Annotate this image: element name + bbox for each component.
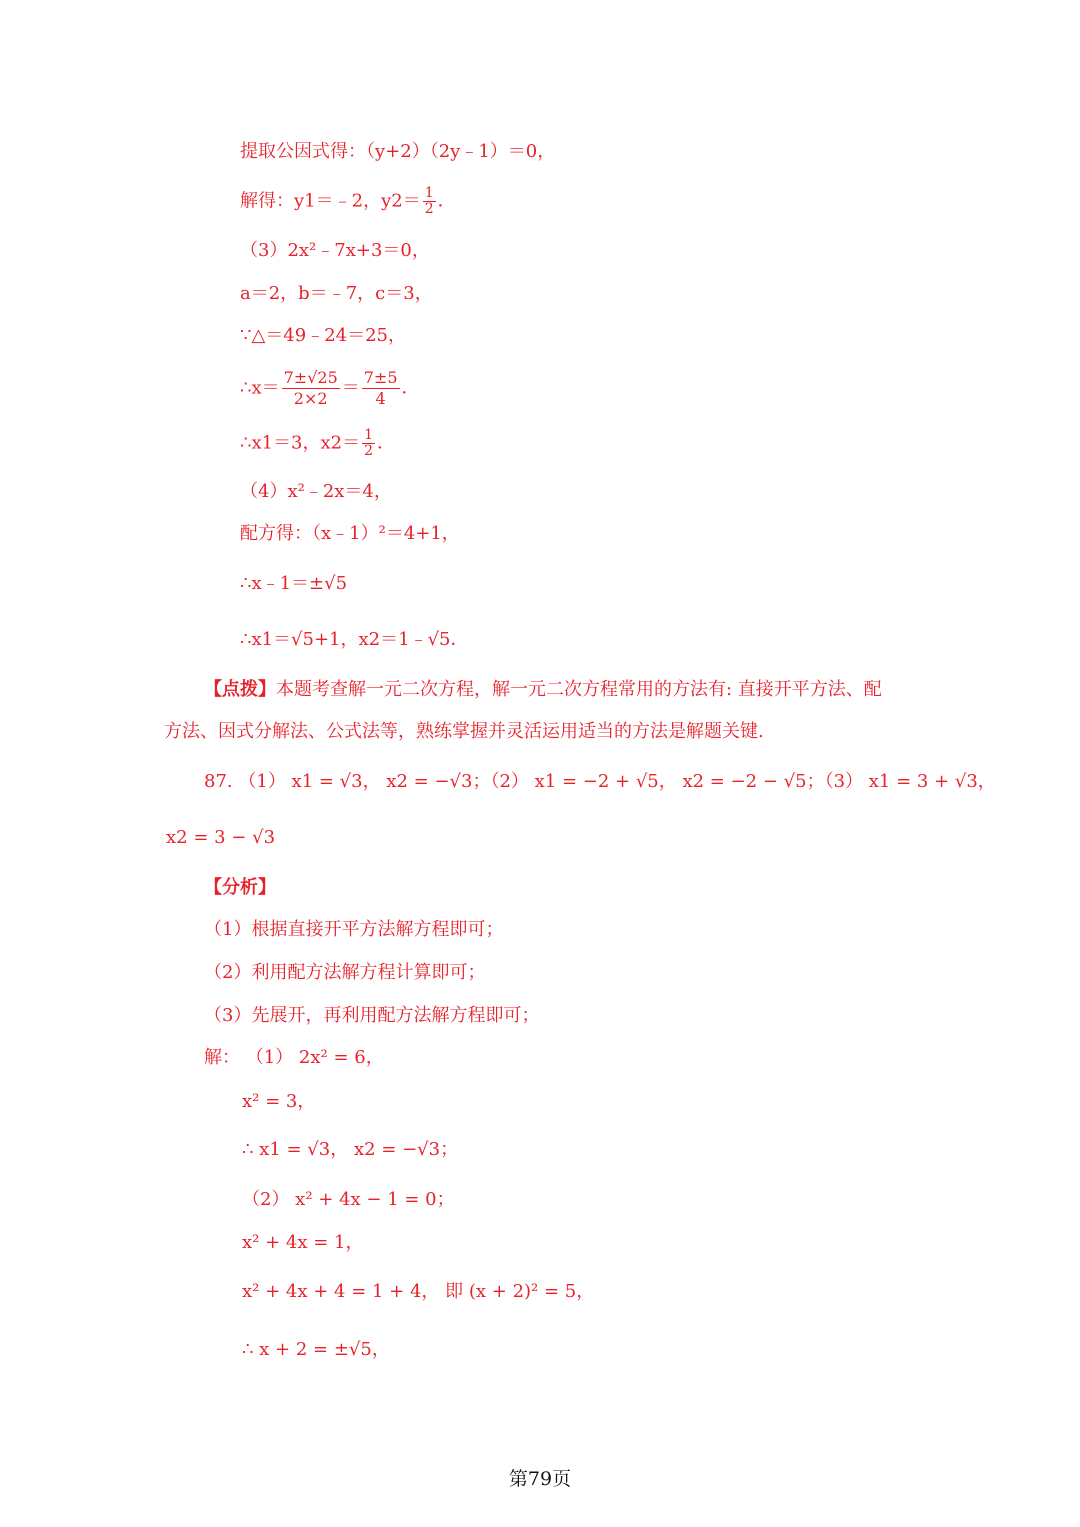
line-coefficients: a＝2，b＝﹣7，c＝3， <box>240 283 433 304</box>
line-discriminant: ∵△＝49﹣24＝25， <box>240 325 407 346</box>
analysis-item-1: （1）根据直接开平方法解方程即可； <box>204 919 504 940</box>
tip-label: 【点拨】 <box>204 679 276 700</box>
tip-line-2: 方法、因式分解法、公式法等，熟练掌握并灵活运用适当的方法是解题关键. <box>164 721 764 742</box>
tip-line-1 <box>204 678 882 702</box>
line-roots-4: ∴x1＝√5+1，x2＝1﹣√5． <box>240 629 469 650</box>
fraction-half: $\frac{1}{2}$ <box>424 185 434 217</box>
q87-line-2: x2 = 3 − √3 <box>166 827 276 848</box>
solution-label: 解： <box>204 1047 240 1068</box>
analysis-label: 【分析】 <box>204 877 276 898</box>
formula-prefix: ∴x＝ <box>240 377 280 399</box>
line-quadratic-formula: ∴x＝ $\frac{7\pm√25}{2\times 2}$ ＝ $\frac{7\pm 5}{4}$ ． <box>240 368 420 408</box>
solution-step-2: x² = 3， <box>242 1091 316 1112</box>
line-solve-y1: y1＝﹣2， <box>294 190 382 212</box>
line-sqrt-step: ∴x﹣1＝±√5 <box>240 573 348 594</box>
line-complete-square: 配方得：（x﹣1）²＝4+1， <box>240 523 460 544</box>
fraction-formula-1: $\frac{7\pm√25}{2\times 2}$ <box>283 368 338 408</box>
solution-step-1: （1） 2x² = 6， <box>245 1047 384 1068</box>
q87-answer-1: （1） x1 = √3， x2 = −√3；（2） x1 = −2 + √5， x2 = −2 − √5；（3） x1 = 3 + √3， <box>238 771 996 792</box>
solution-step-6: x² + 4x + 4 = 1 + 4， 即 (x + 2)² = 5， <box>242 1281 595 1302</box>
solution-step-7: ∴ x + 2 = ±√5， <box>242 1339 390 1360</box>
line-solve-y2: y2＝ <box>381 190 421 212</box>
q87-line-1 <box>204 770 996 794</box>
line-solve-y: 解得：y1＝﹣2，y2＝ $\frac{1}{2}$ ． <box>240 185 456 217</box>
solution-step-3: ∴ x1 = √3， x2 = −√3； <box>242 1139 459 1160</box>
tip-text-1: 本题考查解一元二次方程，解一元二次方程常用的方法有: 直接开平方法、配 <box>276 679 882 700</box>
q87-number: 87. <box>204 771 233 792</box>
analysis-item-2: （2）利用配方法解方程计算即可； <box>204 962 486 983</box>
fraction-half-2: $\frac{1}{2}$ <box>364 427 374 459</box>
solution-step-4: （2） x² + 4x − 1 = 0； <box>242 1189 455 1210</box>
page-number: 第79页 <box>508 1468 572 1490</box>
line-factor: 提取公因式得：（y+2）（2y﹣1）＝0， <box>240 141 556 162</box>
line-eq3: （3）2x²﹣7x+3＝0， <box>240 240 430 261</box>
fraction-formula-2: $\frac{7\pm 5}{4}$ <box>363 368 398 408</box>
solution-line-1 <box>204 1046 384 1070</box>
line-solve-y-prefix: 解得： <box>240 190 294 212</box>
line-roots-3: ∴x1＝3，x2＝ $\frac{1}{2}$ ． <box>240 427 396 459</box>
analysis-item-3: （3）先展开，再利用配方法解方程即可； <box>204 1005 540 1026</box>
solution-step-5: x² + 4x = 1， <box>242 1232 364 1253</box>
line-eq4: （4）x²﹣2x＝4， <box>240 481 392 502</box>
roots-3-text: ∴x1＝3，x2＝ <box>240 432 361 454</box>
